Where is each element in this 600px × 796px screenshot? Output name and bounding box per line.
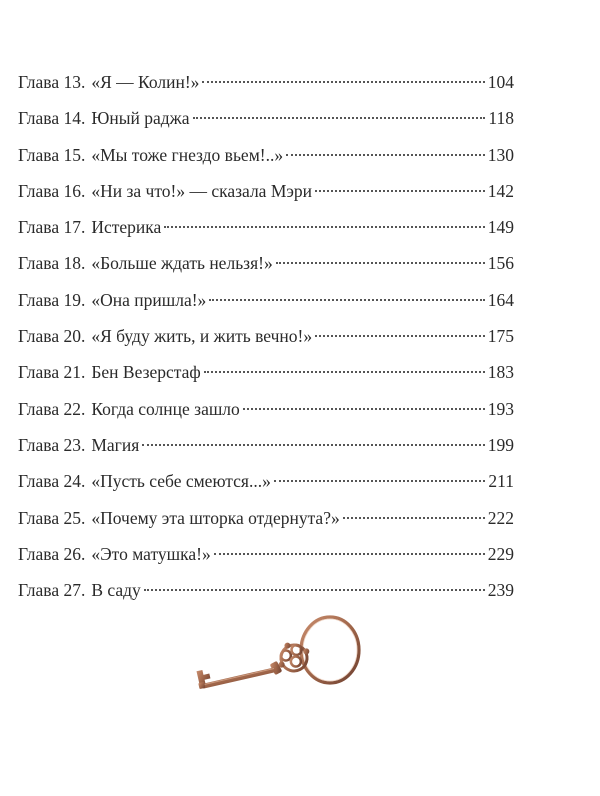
toc-entry (18, 427, 514, 463)
leader-dots (144, 589, 485, 591)
page-number: 183 (487, 362, 514, 383)
chapter-number: Глава 26. (18, 543, 86, 564)
chapter-title: «Пусть себе смеются...» (91, 471, 271, 492)
leader-dots (343, 517, 485, 519)
toc-entry (18, 536, 514, 572)
chapter-number: Глава 24. (18, 471, 86, 492)
page-number: 118 (488, 108, 514, 129)
leader-dots (193, 117, 486, 119)
toc-entry (18, 173, 514, 209)
page-number: 229 (487, 543, 514, 564)
toc-entry-label (18, 572, 141, 608)
toc-entry-label (18, 64, 199, 100)
toc-entry-label (18, 463, 271, 499)
chapter-title: «Больше ждать нельзя!» (91, 253, 273, 274)
toc-entry (18, 463, 514, 499)
chapter-title: «Это матушка!» (91, 543, 211, 564)
chapter-title: Магия (91, 434, 140, 455)
toc-entry-label (18, 137, 283, 173)
leader-dots (164, 226, 484, 228)
leader-dots (243, 408, 485, 410)
table-of-contents (18, 64, 514, 608)
toc-entry (18, 318, 514, 354)
chapter-title: В саду (91, 580, 141, 601)
toc-entry-label (18, 427, 139, 463)
toc-entry-label (18, 536, 211, 572)
page-number: 104 (487, 72, 514, 92)
leader-dots (204, 371, 485, 373)
toc-entry (18, 209, 514, 245)
toc-entry-label (18, 100, 190, 136)
page-number: 149 (487, 217, 514, 238)
leader-dots (202, 81, 484, 83)
key-icon (182, 600, 372, 710)
page-number: 193 (487, 398, 514, 419)
chapter-title: «Ни за что!» — сказала Мэри (91, 180, 313, 201)
chapter-number: Глава 25. (18, 507, 86, 528)
page-number: 175 (487, 326, 514, 347)
chapter-title: «Мы тоже гнездо вьем!..» (91, 144, 284, 165)
chapter-title: Юный раджа (91, 108, 190, 129)
page-number: 239 (487, 580, 514, 601)
toc-entry (18, 354, 514, 390)
toc-entry (18, 282, 514, 318)
page-number: 211 (488, 471, 514, 492)
chapter-number: Глава 18. (18, 253, 86, 274)
page-number: 199 (487, 434, 514, 455)
chapter-title: «Почему эта шторка отдернута?» (91, 507, 340, 528)
chapter-title: «Я буду жить, и жить вечно!» (91, 326, 313, 347)
leader-dots (286, 154, 485, 156)
chapter-number: Глава 27. (18, 580, 86, 601)
toc-entry-label (18, 500, 340, 536)
toc-entry-label (18, 245, 273, 281)
toc-entry (18, 500, 514, 536)
leader-dots (214, 553, 485, 555)
chapter-number: Глава 15. (18, 144, 86, 165)
chapter-title: «Она пришла!» (91, 289, 207, 310)
chapter-number: Глава 23. (18, 434, 86, 455)
leader-dots (276, 262, 485, 264)
page-number: 156 (487, 253, 514, 274)
chapter-number: Глава 21. (18, 362, 86, 383)
chapter-number: Глава 20. (18, 326, 86, 347)
chapter-title: Бен Везерстаф (91, 362, 201, 383)
toc-entry (18, 391, 514, 427)
page-number: 142 (487, 180, 514, 201)
chapter-number: Глава 22. (18, 398, 86, 419)
chapter-title: Истерика (91, 217, 162, 238)
toc-entry (18, 245, 514, 281)
chapter-title: «Я — Колин!» (91, 72, 200, 92)
toc-entry-label (18, 282, 206, 318)
chapter-number: Глава 16. (18, 180, 86, 201)
toc-entry (18, 100, 514, 136)
page-number: 130 (487, 144, 514, 165)
chapter-number: Глава 14. (18, 108, 86, 129)
page-number: 164 (487, 289, 514, 310)
toc-entry-label (18, 209, 161, 245)
leader-dots (315, 335, 485, 337)
chapter-number: Глава 19. (18, 289, 86, 310)
page-number: 222 (487, 507, 514, 528)
toc-entry (18, 137, 514, 173)
leader-dots (142, 444, 484, 446)
toc-entry-label (18, 173, 312, 209)
chapter-number: Глава 13. (18, 72, 86, 92)
toc-entry-label (18, 354, 201, 390)
leader-dots (315, 190, 485, 192)
leader-dots (274, 480, 486, 482)
leader-dots (209, 299, 484, 301)
toc-entry (18, 64, 514, 100)
toc-entry-label (18, 391, 240, 427)
toc-entry-label (18, 318, 312, 354)
chapter-number: Глава 17. (18, 217, 86, 238)
chapter-title: Когда солнце зашло (91, 398, 240, 419)
